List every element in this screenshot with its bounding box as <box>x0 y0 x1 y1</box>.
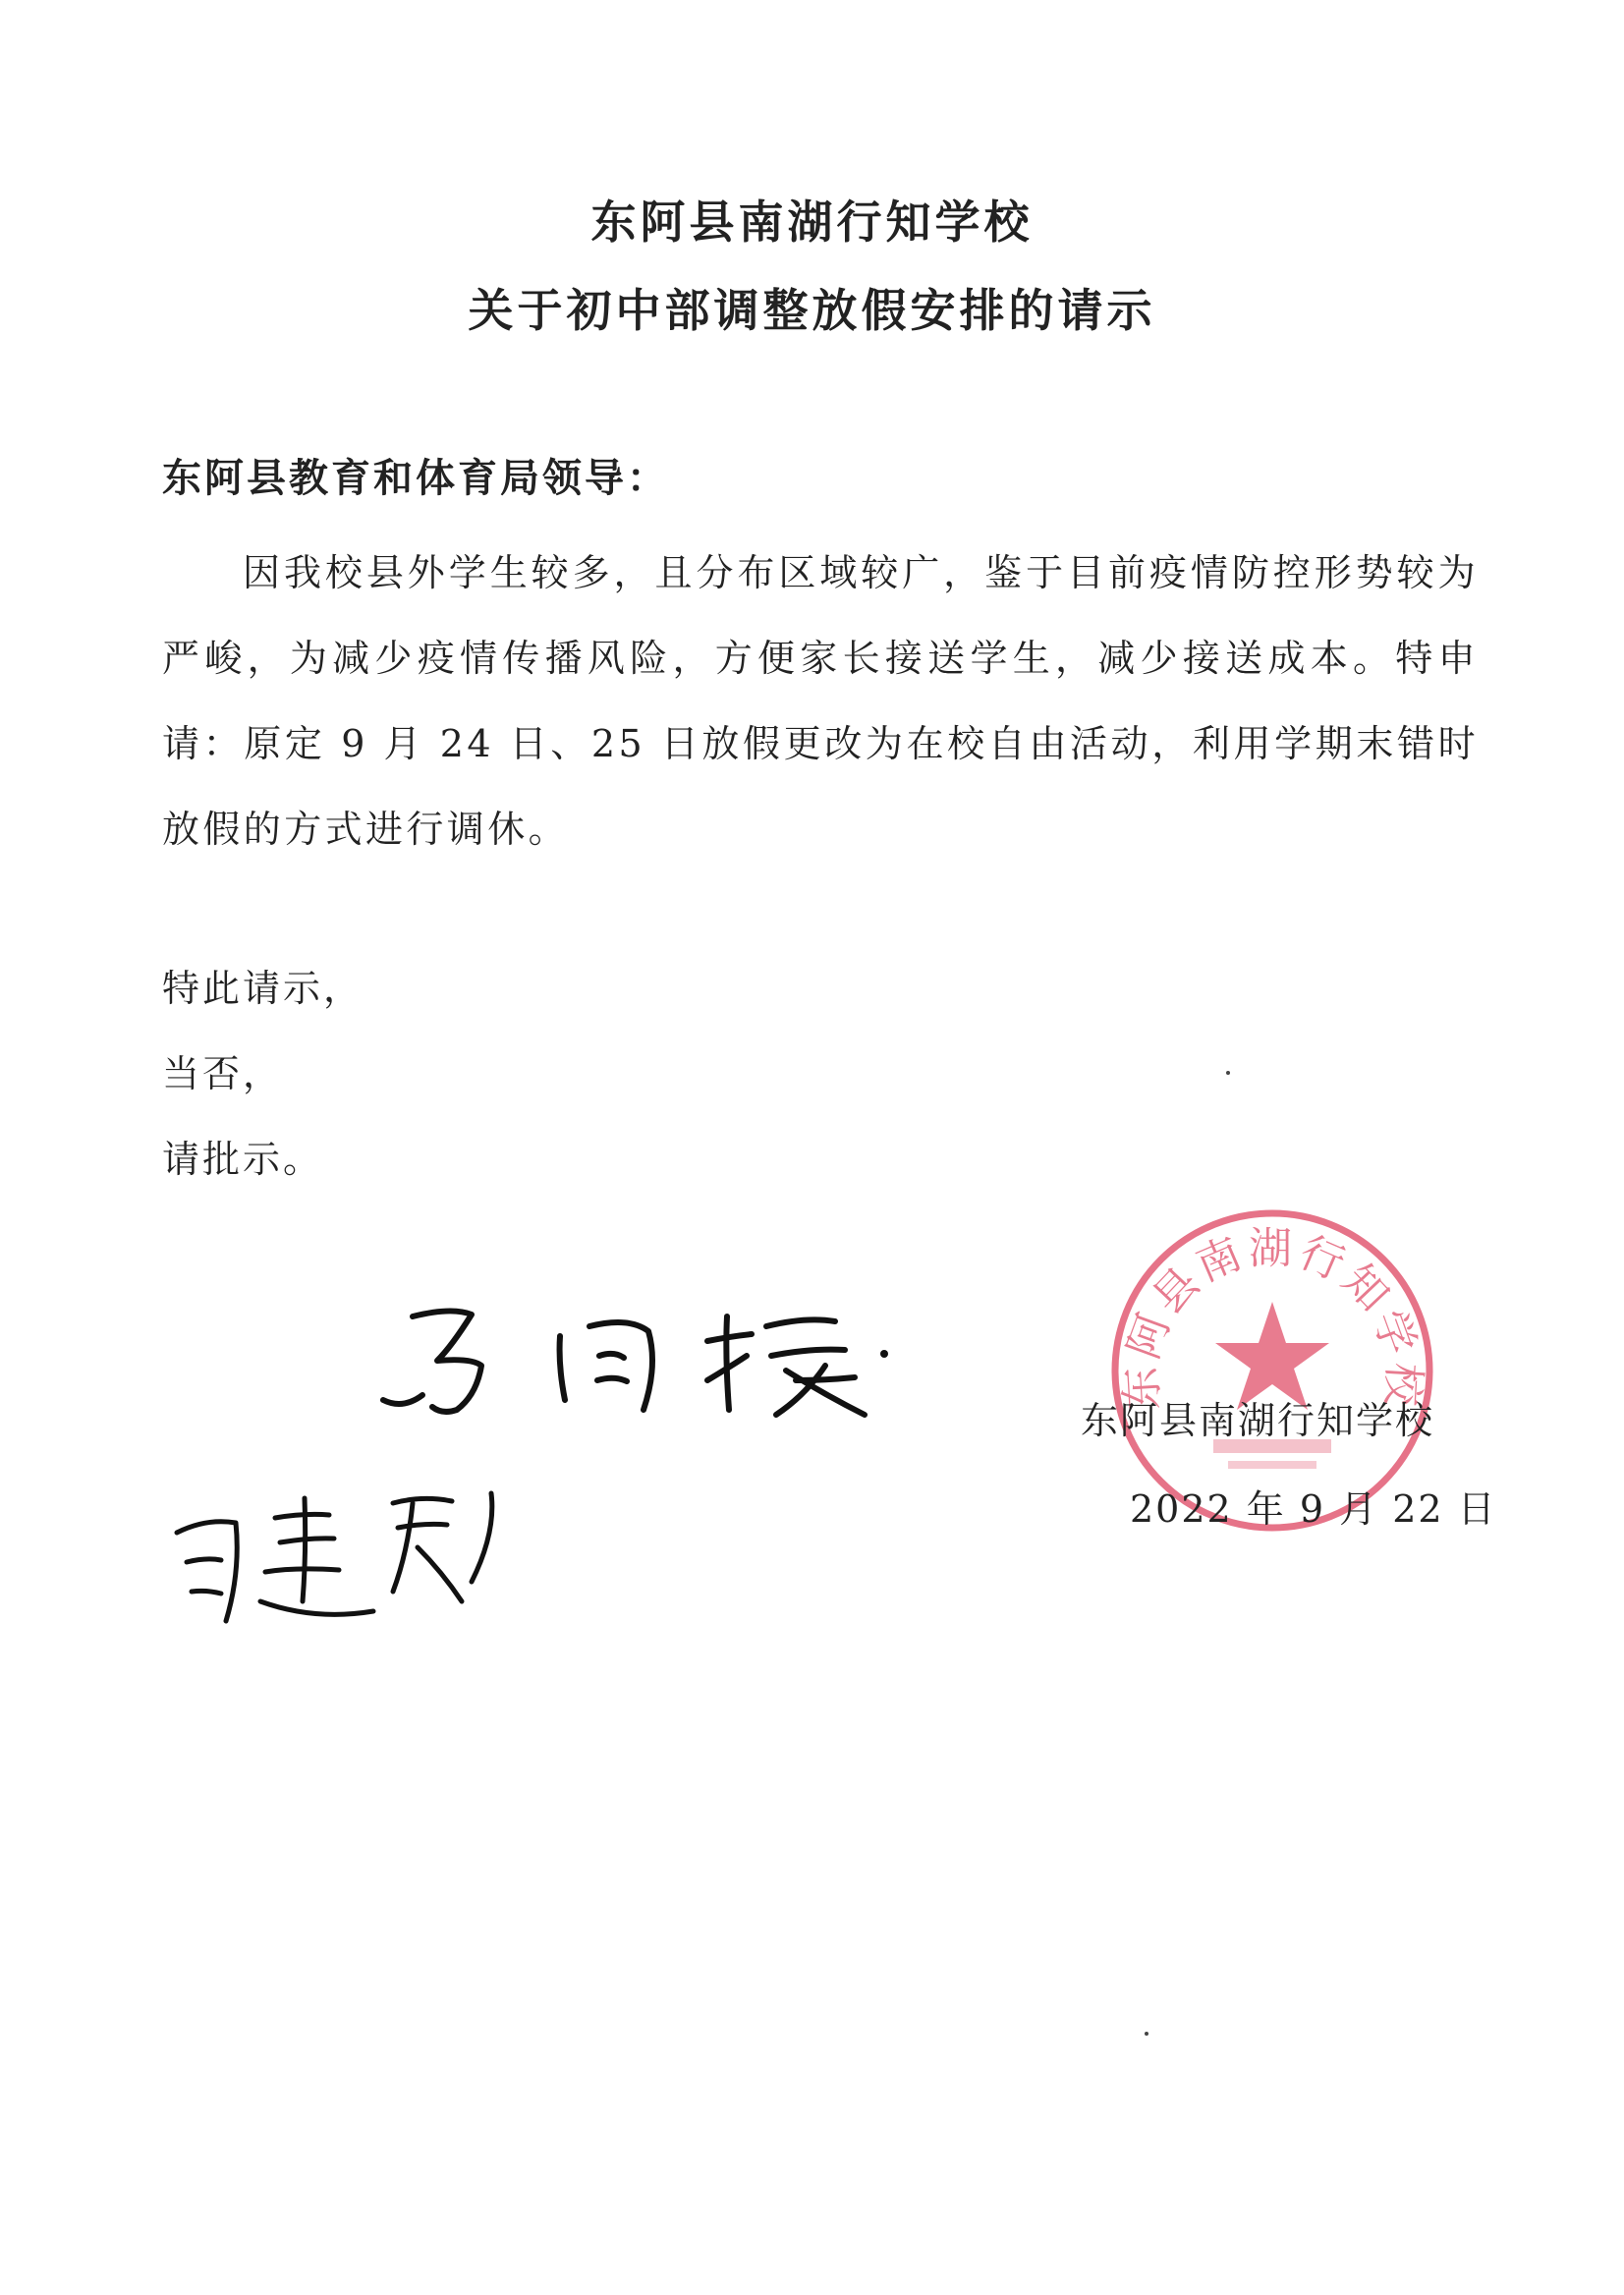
signature-date: 2022 年 9 月 22 日 <box>1130 1487 1497 1531</box>
scan-speck <box>1226 1071 1230 1075</box>
signer-organization: 东阿县南湖行知学校 <box>1081 1399 1435 1442</box>
body-paragraph: 因我校县外学生较多，且分布区域较广，鉴于目前疫情防控形势较为严峻，为减少疫情传播风险，方便家长接送学生，减少接送成本。特申请：原定 9 月 24 日、25 日放假更改为在校自由活动，利用学期末错时放假的方式进行调休。 <box>162 551 1479 851</box>
scan-speck <box>1145 2032 1148 2036</box>
svg-text:东阿县南湖行知学校: 东阿县南湖行知学校 <box>1115 1223 1429 1412</box>
document-title-line1: 东阿县南湖行知学校 <box>590 196 1034 249</box>
handwritten-signature-2 <box>167 1474 511 1641</box>
closing-line2: 当否， <box>162 1052 284 1095</box>
closing-line3: 请批示。 <box>162 1138 324 1181</box>
salutation: 东阿县教育和体育局领导： <box>162 455 669 501</box>
document-title-line2: 关于初中部调整放假安排的请示 <box>468 284 1156 337</box>
handwritten-signature-1 <box>364 1287 914 1434</box>
closing-line1: 特此请示， <box>162 967 364 1010</box>
